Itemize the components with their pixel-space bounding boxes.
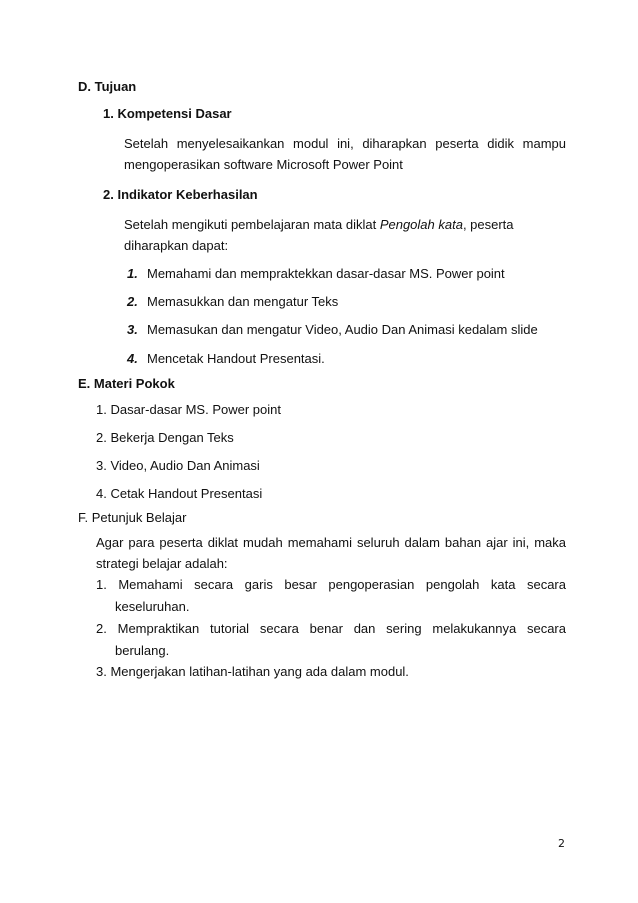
- kompetensi-dasar-heading: 1. Kompetensi Dasar: [103, 106, 232, 121]
- materi-item: 2. Bekerja Dengan Teks: [96, 430, 234, 445]
- petunjuk-item-line-1: 2. Mempraktikan tutorial secara benar dan sering melakukannya secara: [96, 621, 566, 636]
- petunjuk-item-line-2: keseluruhan.: [115, 599, 190, 614]
- indikator-item: [127, 294, 338, 310]
- materi-item: 4. Cetak Handout Presentasi: [96, 486, 263, 501]
- indikator-intro-after: , peserta: [462, 217, 514, 232]
- petunjuk-item-line-1: 1. Memahami secara garis besar pengoperasian pengolah kata secara: [96, 577, 566, 592]
- indikator-intro-line-1: [124, 217, 514, 233]
- kompetensi-dasar-line-2: mengoperasikan software Microsoft Power Point: [124, 157, 403, 172]
- indikator-intro-italic: Pengolah kata: [379, 217, 463, 232]
- indikator-item-number: 3.: [127, 322, 138, 337]
- section-e-heading: E. Materi Pokok: [78, 376, 175, 391]
- indikator-item-text: Mencetak Handout Presentasi.: [147, 351, 325, 366]
- indikator-item: [127, 351, 325, 367]
- indikator-intro-before: Setelah mengikuti pembelajaran mata diklat: [124, 217, 380, 232]
- indikator-item-number: 4.: [127, 351, 138, 366]
- indikator-item: [127, 266, 505, 282]
- petunjuk-intro-line-1: Agar para peserta diklat mudah memahami seluruh dalam bahan ajar ini, maka: [96, 535, 566, 550]
- petunjuk-intro-line-2: strategi belajar adalah:: [96, 556, 228, 571]
- indikator-heading: 2. Indikator Keberhasilan: [103, 187, 258, 202]
- materi-item: 3. Video, Audio Dan Animasi: [96, 458, 260, 473]
- kompetensi-dasar-line-1: Setelah menyelesaikankan modul ini, diharapkan peserta didik mampu: [124, 136, 566, 151]
- indikator-item-text: Memahami dan mempraktekkan dasar-dasar MS. Power point: [147, 266, 505, 281]
- indikator-item-text: Memasukan dan mengatur Video, Audio Dan Animasi kedalam slide: [147, 322, 538, 337]
- section-d-heading: D. Tujuan: [78, 79, 137, 94]
- indikator-item-number: 2.: [127, 294, 138, 309]
- indikator-item-number: 1.: [127, 266, 138, 281]
- indikator-intro-line-2: diharapkan dapat:: [124, 238, 229, 253]
- petunjuk-item-line-2: berulang.: [115, 643, 170, 658]
- section-f-heading: F. Petunjuk Belajar: [78, 510, 187, 525]
- indikator-item-text: Memasukkan dan mengatur Teks: [147, 294, 339, 309]
- indikator-item: [127, 322, 538, 338]
- page-number: 2: [558, 837, 565, 850]
- petunjuk-item-line-1: 3. Mengerjakan latihan-latihan yang ada dalam modul.: [96, 664, 409, 679]
- materi-item: 1. Dasar-dasar MS. Power point: [96, 402, 281, 417]
